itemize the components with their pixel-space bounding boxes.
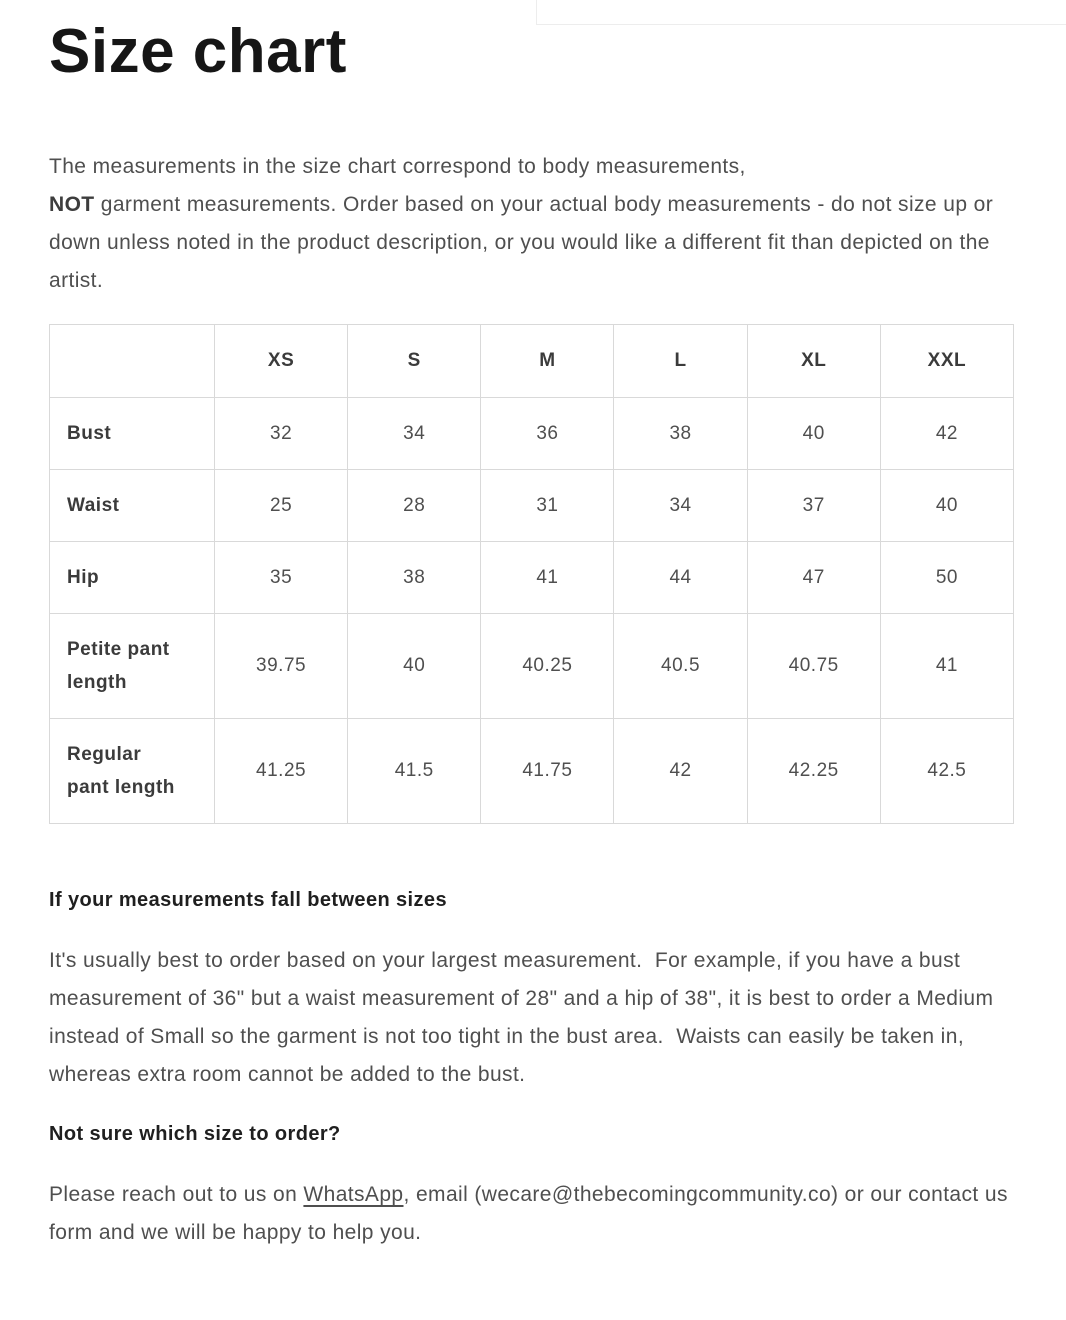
intro-paragraph: [49, 148, 1014, 300]
table-row-hip: [50, 542, 1014, 614]
table-row-waist: [50, 470, 1014, 542]
table-cell: 41: [481, 542, 614, 614]
table-cell: 50: [880, 542, 1013, 614]
table-cell: 38: [348, 542, 481, 614]
row-label: Bust: [50, 398, 215, 470]
table-cell: 40: [348, 614, 481, 719]
table-cell: 35: [215, 542, 348, 614]
table-cell: 40.75: [747, 614, 880, 719]
intro-line1: The measurements in the size chart correspond to body measurements,: [49, 155, 746, 178]
corner-cell: [50, 325, 215, 398]
table-row-bust: [50, 398, 1014, 470]
table-cell: 34: [614, 470, 747, 542]
table-row-regular-pant-length: [50, 719, 1014, 824]
row-label: Petite pant length: [50, 614, 215, 719]
table-cell: 40: [880, 470, 1013, 542]
table-cell: 41.5: [348, 719, 481, 824]
table-cell: 47: [747, 542, 880, 614]
row-label: Regular pant length: [50, 719, 215, 824]
table-cell: 40: [747, 398, 880, 470]
between-sizes-paragraph: It's usually best to order based on your largest measurement. For example, if you have a bust measurement of 36" but a waist measurement of 28" and a hip of 38", it is best to order a Medium instead of Small so the garment is not too tight in the bust area. Waists can easily be taken in, whereas extra room cannot be added to the bust.: [49, 949, 1000, 1086]
intro-bold-not: NOT: [49, 193, 95, 216]
row-label: Hip: [50, 542, 215, 614]
column-header-m: M: [481, 325, 614, 398]
table-cell: 36: [481, 398, 614, 470]
table-cell: 37: [747, 470, 880, 542]
table-cell: 31: [481, 470, 614, 542]
table-cell: 41: [880, 614, 1013, 719]
table-cell: 41.75: [481, 719, 614, 824]
help-after-link: , email (wecare@thebecomingcommunity.co) or our contact us form and we will be happy to help you.: [49, 1183, 1015, 1244]
table-header-row: [50, 325, 1014, 398]
table-cell: 39.75: [215, 614, 348, 719]
help-paragraph: [49, 1176, 1014, 1252]
whatsapp-link[interactable]: WhatsApp: [303, 1183, 404, 1206]
column-header-xs: XS: [215, 325, 348, 398]
row-label: Waist: [50, 470, 215, 542]
help-heading: Not sure which size to order?: [49, 1123, 341, 1145]
table-cell: 44: [614, 542, 747, 614]
table-cell: 34: [348, 398, 481, 470]
table-cell: 42.5: [880, 719, 1013, 824]
size-chart-table: [49, 324, 1014, 824]
column-header-s: S: [348, 325, 481, 398]
table-cell: 38: [614, 398, 747, 470]
table-row-petite-pant-length: [50, 614, 1014, 719]
size-chart-page: [0, 14, 1066, 1252]
intro-rest: garment measurements. Order based on your actual body measurements - do not size up or down unless noted in the product description, or you would like a different fit than depicted on the artist.: [49, 193, 1000, 292]
help-before-link: Please reach out to us on: [49, 1183, 304, 1206]
between-sizes-heading: If your measurements fall between sizes: [49, 889, 447, 911]
table-cell: 40.25: [481, 614, 614, 719]
table-cell: 42: [880, 398, 1013, 470]
table-cell: 32: [215, 398, 348, 470]
table-cell: 42.25: [747, 719, 880, 824]
table-cell: 28: [348, 470, 481, 542]
column-header-xxl: XXL: [880, 325, 1013, 398]
table-cell: 40.5: [614, 614, 747, 719]
page-title: Size chart: [49, 17, 347, 86]
table-cell: 25: [215, 470, 348, 542]
table-cell: 42: [614, 719, 747, 824]
table-cell: 41.25: [215, 719, 348, 824]
column-header-xl: XL: [747, 325, 880, 398]
column-header-l: L: [614, 325, 747, 398]
